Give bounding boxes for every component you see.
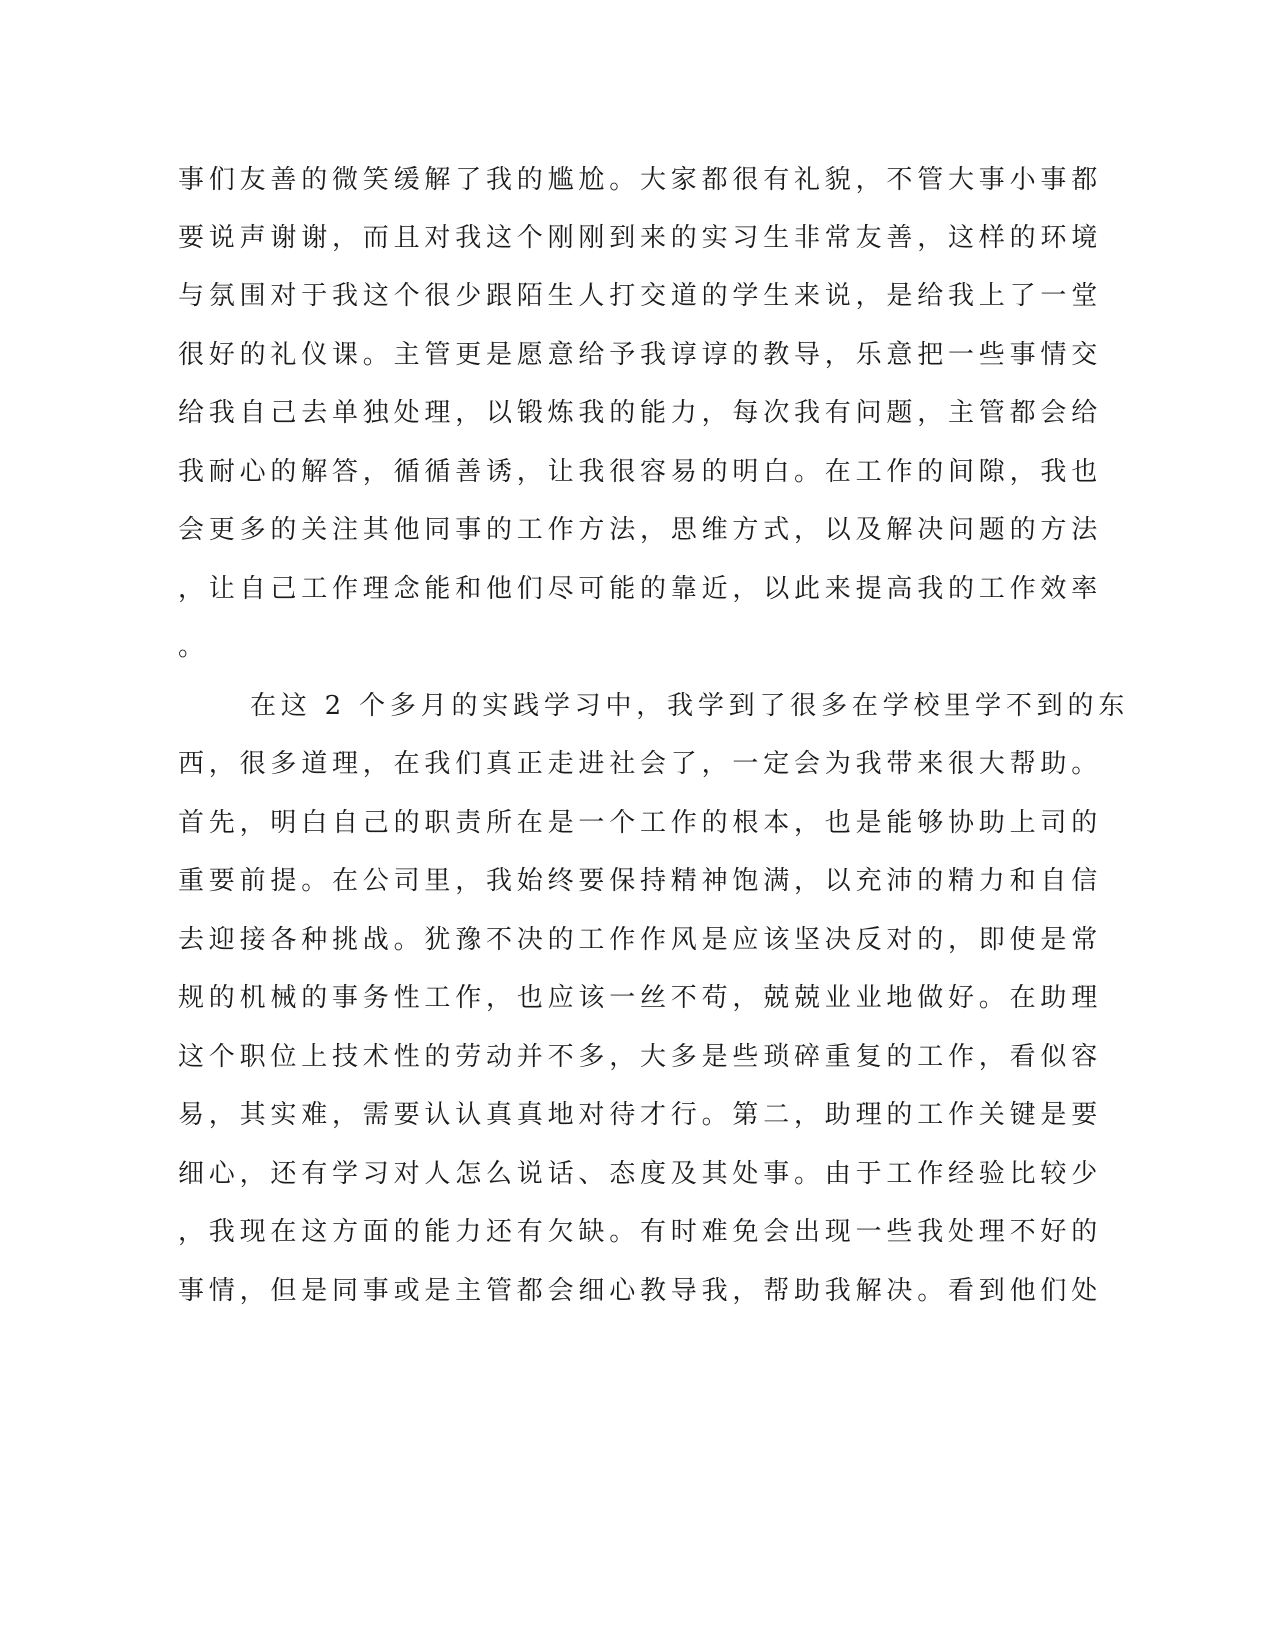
text-line: 重要前提。在公司里，我始终要保持精神饱满，以充沛的精力和自信 <box>178 866 1103 896</box>
text-line: 很好的礼仪课。主管更是愿意给予我谆谆的教导，乐意把一些事情交 <box>178 340 1103 370</box>
text-line: 。 <box>178 632 209 662</box>
text-line: 与氛围对于我这个很少跟陌生人打交道的学生来说，是给我上了一堂 <box>178 281 1103 311</box>
text-line: 给我自己去单独处理，以锻炼我的能力，每次我有问题，主管都会给 <box>178 398 1103 428</box>
text-line: 易，其实难，需要认认真真地对待才行。第二，助理的工作关键是要 <box>178 1100 1103 1130</box>
text-line: 细心，还有学习对人怎么说话、态度及其处事。由于工作经验比较少 <box>178 1159 1103 1189</box>
text-line: 规的机械的事务性工作，也应该一丝不苟，兢兢业业地做好。在助理 <box>178 983 1103 1013</box>
text-line: 事情，但是同事或是主管都会细心教导我，帮助我解决。看到他们处 <box>178 1276 1103 1306</box>
text-line: 要说声谢谢，而且对我这个刚刚到来的实习生非常友善，这样的环境 <box>178 223 1103 253</box>
text-line: 会更多的关注其他同事的工作方法，思维方式，以及解决问题的方法 <box>178 515 1103 545</box>
text-line: 首先，明白自己的职责所在是一个工作的根本，也是能够协助上司的 <box>178 808 1103 838</box>
text-line: 事们友善的微笑缓解了我的尴尬。大家都很有礼貌，不管大事小事都 <box>178 165 1103 195</box>
text-line: ，我现在这方面的能力还有欠缺。有时难免会出现一些我处理不好的 <box>178 1217 1103 1247</box>
paragraph-first-line: 在这 2 个多月的实践学习中，我学到了很多在学校里学不到的东 <box>250 691 1130 721</box>
text-line: 我耐心的解答，循循善诱，让我很容易的明白。在工作的间隙，我也 <box>178 457 1103 487</box>
text-line: 去迎接各种挑战。犹豫不决的工作作风是应该坚决反对的，即使是常 <box>178 925 1103 955</box>
text-line: ，让自己工作理念能和他们尽可能的靠近，以此来提高我的工作效率 <box>178 574 1103 604</box>
text-line: 西，很多道理，在我们真正走进社会了，一定会为我带来很大帮助。 <box>178 749 1103 779</box>
text-line: 这个职位上技术性的劳动并不多，大多是些琐碎重复的工作，看似容 <box>178 1042 1103 1072</box>
